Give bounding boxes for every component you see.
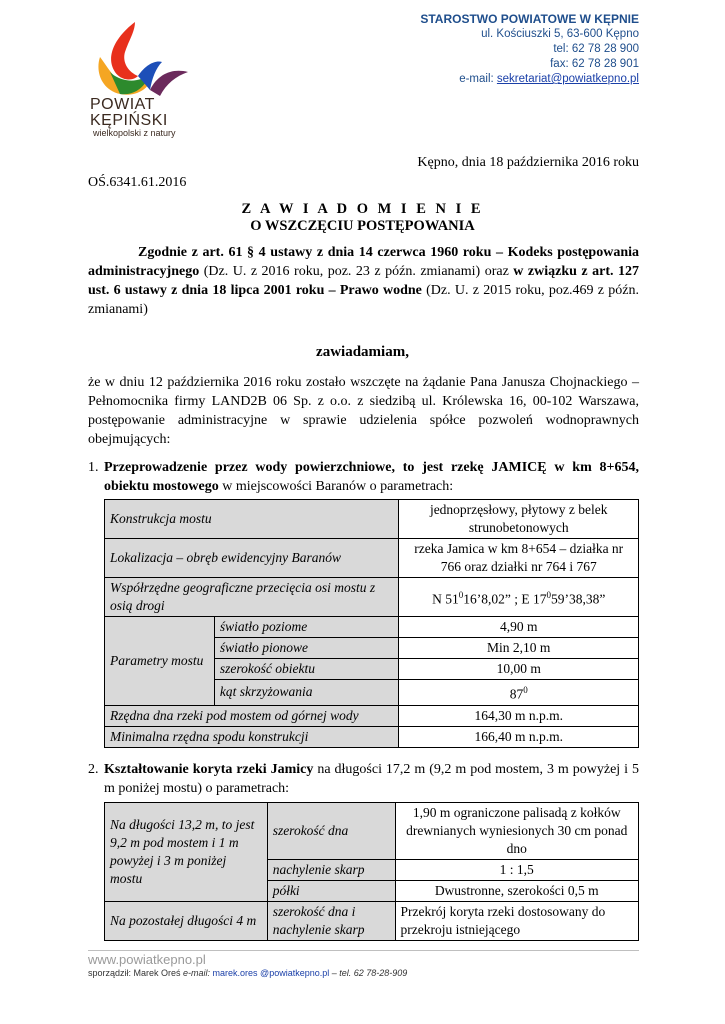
riverbed-parameters-table (104, 802, 639, 941)
legal-basis-kpa-ref: (Dz. U. z 2016 roku, poz. 23 z późn. zmianami) oraz (199, 264, 514, 279)
table-cell-value: Min 2,10 m (399, 638, 639, 659)
table-cell-value: jednoprzęsłowy, płytowy z belek strunobetonowych (399, 500, 639, 539)
office-name: STAROSTWO POWIATOWE W KĘPNIE (420, 12, 639, 26)
bridge-parameters-table (104, 499, 639, 748)
table-cell-value: Przekrój koryta rzeki dostosowany do przekroju istniejącego (395, 902, 639, 941)
table-cell-label: Parametry mostu (105, 617, 215, 706)
item2-text (104, 760, 639, 798)
table-cell-label: światło poziome (214, 617, 399, 638)
table-cell-value: 164,30 m n.p.m. (399, 705, 639, 726)
table-cell-value: 1,90 m ograniczone palisadą z kołków drewnianych wyniesionych 30 cm ponad dno (395, 803, 639, 860)
office-address: ul. Kościuszki 5, 63-600 Kępno (481, 28, 639, 40)
table-cell-label: Minimalna rzędna spodu konstrukcji (105, 726, 399, 747)
logo-tagline: wielkopolski z natury (93, 128, 176, 138)
table-cell-label: Rzędna dna rzeki pod mostem od górnej wody (105, 705, 399, 726)
table-row (105, 726, 639, 747)
legal-basis-kpa: Zgodnie z art. 61 § 4 ustawy z dnia 14 czerwca 1960 roku – Kodeks postępowania administracyjnego (88, 245, 639, 279)
table-cell-label: Lokalizacja – obręb ewidencyjny Baranów (105, 539, 399, 578)
table-row (105, 578, 639, 617)
footer-divider (88, 950, 639, 951)
item2-bold: Kształtowanie koryta rzeki Jamicy (104, 762, 314, 777)
footer-email-link[interactable]: marek.ores @powiatkepno.pl (212, 968, 330, 978)
footer-prepared: sporządził: Marek Oreś (88, 968, 184, 978)
logo-line1: POWIAT (90, 96, 155, 113)
item1-number: 1. (88, 460, 99, 475)
table-cell-label: światło pionowe (214, 638, 399, 659)
table-cell-label: kąt skrzyżowania (214, 680, 399, 706)
table-row (105, 539, 639, 578)
table-cell-label: Konstrukcja mostu (105, 500, 399, 539)
table-cell-value: 166,40 m n.p.m. (399, 726, 639, 747)
legal-basis-paragraph (88, 243, 639, 319)
table-cell-label: Na długości 13,2 m, to jest 9,2 m pod mostem i 1 m powyżej i 3 m poniżej mostu (105, 803, 268, 902)
date-line: Kępno, dnia 18 października 2016 roku (417, 155, 639, 170)
item2-number: 2. (88, 762, 99, 777)
table-cell-value: N $51^016’8,02$” ; E $17^059’38,38$” (399, 578, 639, 617)
table-row (105, 500, 639, 539)
item1-rest: w miejscowości Baranów o parametrach: (218, 479, 454, 494)
page-subtitle: O WSZCZĘCIU POSTĘPOWANIA (250, 218, 475, 234)
page-title: Z A W I A D O M I E N I E (241, 201, 484, 217)
table-cell-label: szerokość dna i nachylenie skarp (267, 902, 395, 941)
legal-basis-water-law: w związku z art. 127 ust. 6 ustawy z dnia 18 lipca 2001 roku – Prawo wodne (88, 264, 639, 298)
table-cell-value: 10,00 m (399, 659, 639, 680)
table-row (105, 902, 639, 941)
office-email-line (420, 72, 639, 87)
office-fax: fax: 62 78 28 901 (550, 58, 639, 70)
body-paragraph: że w dniu 12 października 2016 roku zostało wszczęte na żądanie Pana Janusza Chojnackiego – Pełnomocnika firmy LAND2B 06 Sp. z o.o. z siedzibą ul. Królewska 16, 00-102 Warszawa, postępowanie administracyjne w sprawie udzielenia spółce pozwoleń wodnoprawnych obejmujących: (88, 375, 639, 447)
table-cell-value: 4,90 m (399, 617, 639, 638)
item1-bold: Przeprowadzenie przez wody powierzchniowe, to jest rzekę JAMICĘ w km 8+654, obiektu mostowego (104, 460, 639, 494)
table-row (105, 803, 639, 860)
table-row (105, 617, 639, 638)
footer-website[interactable]: www.powiatkepno.pl (88, 952, 206, 967)
table-cell-value: rzeka Jamica w km 8+654 – działka nr 766 oraz działki nr 764 i 767 (399, 539, 639, 578)
table-cell-value: Dwustronne, szerokości 0,5 m (395, 881, 639, 902)
table-cell-label: szerokość obiektu (214, 659, 399, 680)
footer-tel: – tel. 62 78-28-909 (329, 968, 408, 978)
table-cell-label: Współrzędne geograficzne przecięcia osi mostu z osią drogi (105, 578, 399, 617)
table-cell-label: nachylenie skarp (267, 860, 395, 881)
notify-heading: zawiadamiam, (316, 344, 409, 360)
table-cell-label: szerokość dna (267, 803, 395, 860)
table-cell-label: Na pozostałej długości 4 m (105, 902, 268, 941)
table-cell-value: 1 : 1,5 (395, 860, 639, 881)
logo-line2: KĘPIŃSKI (90, 112, 168, 129)
footer-email-label: e-mail: (183, 968, 213, 978)
office-header (420, 12, 639, 87)
item1-text (104, 458, 639, 496)
case-reference: OŚ.6341.61.2016 (88, 175, 187, 190)
office-email-label: e-mail: (459, 73, 497, 85)
table-cell-value: $87^0$ (399, 680, 639, 706)
table-row (105, 705, 639, 726)
legal-basis-water-law-ref: (Dz. U. z 2015 roku, poz.469 z późn. zmianami) (88, 283, 639, 317)
office-email-link[interactable]: sekretariat@powiatkepno.pl (496, 73, 639, 85)
office-tel: tel: 62 78 28 900 (553, 43, 639, 55)
item2-rest: na długości 17,2 m (9,2 m pod mostem, 3 m powyżej i 5 m poniżej mostu) o parametrach: (104, 762, 639, 796)
table-cell-label: półki (267, 881, 395, 902)
footer-author-line (88, 968, 407, 978)
